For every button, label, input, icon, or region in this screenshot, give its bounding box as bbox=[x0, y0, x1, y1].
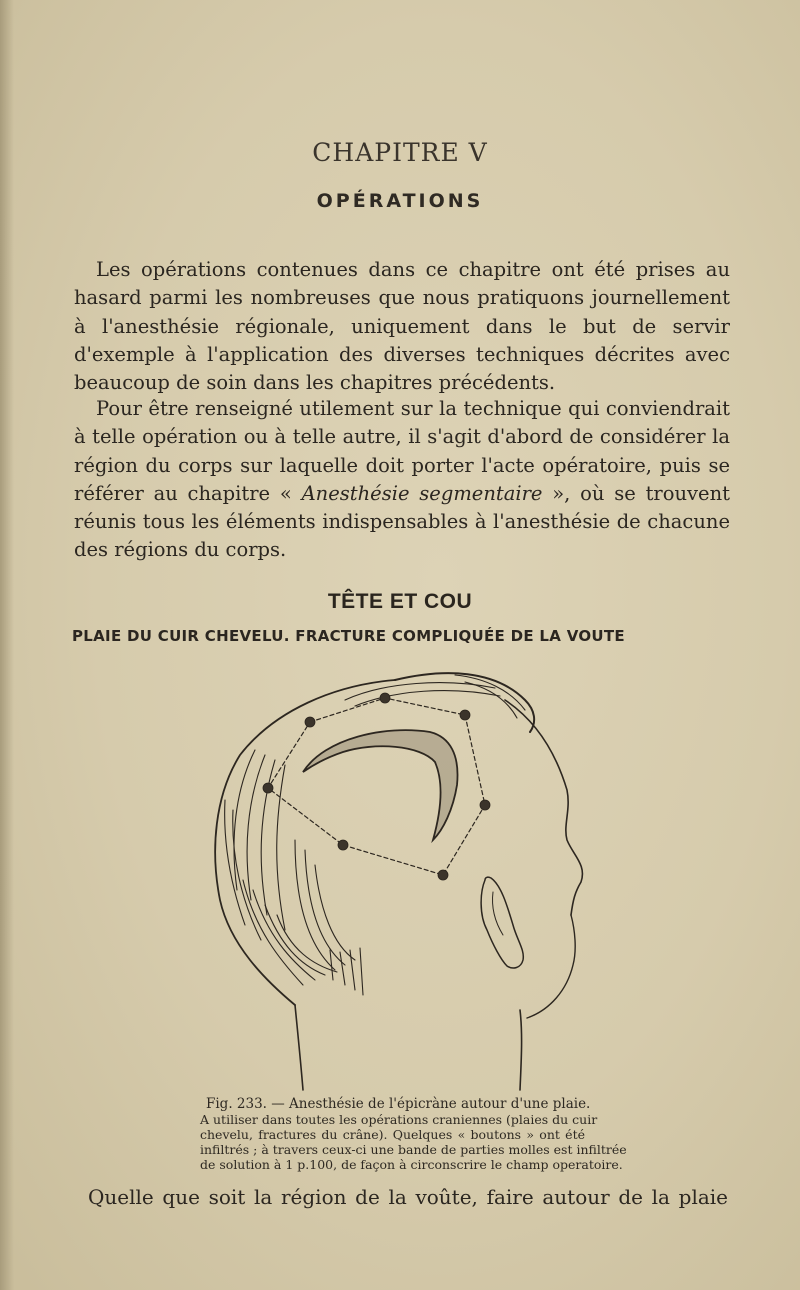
injection-point bbox=[460, 710, 470, 720]
injection-point bbox=[338, 840, 348, 850]
chapter-heading: CHAPITRE V bbox=[312, 138, 488, 167]
paragraph-guidance-italic: Anesthésie segmentaire bbox=[301, 481, 543, 505]
ear-outline bbox=[481, 877, 523, 968]
caption-line: infiltrés ; à travers ceux-ci une bande de parties molles est infiltrée bbox=[200, 1142, 627, 1157]
caption-line: A utiliser dans toutes les opérations craniennes (plaies du cuir bbox=[200, 1112, 598, 1127]
hair-strands bbox=[225, 675, 525, 995]
ear-inner bbox=[492, 892, 503, 935]
caption-line: chevelu, fractures du crâne). Quelques « boutons » ont été bbox=[200, 1127, 585, 1142]
injection-point bbox=[263, 783, 273, 793]
figure-caption bbox=[200, 1096, 627, 1172]
continuing-paragraph: Quelle que soit la région de la voûte, faire autour de la plaie bbox=[88, 1185, 728, 1209]
caption-line: Fig. 233. — Anesthésie de l'épicràne autour d'une plaie. bbox=[206, 1096, 591, 1112]
subsection-title: TÊTE ET COU bbox=[327, 590, 473, 613]
injection-point bbox=[438, 870, 448, 880]
paragraph-intro: Les opérations contenues dans ce chapitre ont été prises au hasard parmi les nombreuses que nous pratiquons journellement à l'anesthésie régionale, uniquement dans le but de servir d'exemple à l'application des diverses techniques décrites avec beaucoup de soin dans les chapitres précédents. bbox=[74, 258, 730, 395]
section-title: OPÉRATIONS bbox=[316, 190, 484, 212]
head-illustration bbox=[195, 660, 605, 1100]
neck-front-line bbox=[520, 1010, 522, 1090]
paragraph-guidance bbox=[74, 395, 730, 565]
injection-point bbox=[380, 693, 390, 703]
caption-line: de solution à 1 p.100, de façon à circonscrire le champ operatoire. bbox=[200, 1157, 623, 1172]
injection-point bbox=[480, 800, 490, 810]
neck-back-line bbox=[295, 1005, 303, 1090]
face-profile-line bbox=[505, 700, 582, 915]
scalp-wound bbox=[303, 730, 458, 840]
injection-point bbox=[305, 717, 315, 727]
paragraph-guidance-after: », où se trouvent réunis tous les éléments indispensables à l'anesthésie de chacune des régions du corps. bbox=[74, 481, 730, 562]
case-title: PLAIE DU CUIR CHEVELU. FRACTURE COMPLIQUÉE DE LA VOUTE bbox=[72, 627, 625, 645]
paragraph-guidance-before: Pour être renseigné utilement sur la technique qui conviendrait à telle opération ou à telle autre, il s'agit d'abord de considérer la région du corps sur laquelle doit porter l'acte opératoire, puis se référer au chapitre « bbox=[74, 397, 730, 505]
jaw-line bbox=[527, 915, 575, 1018]
